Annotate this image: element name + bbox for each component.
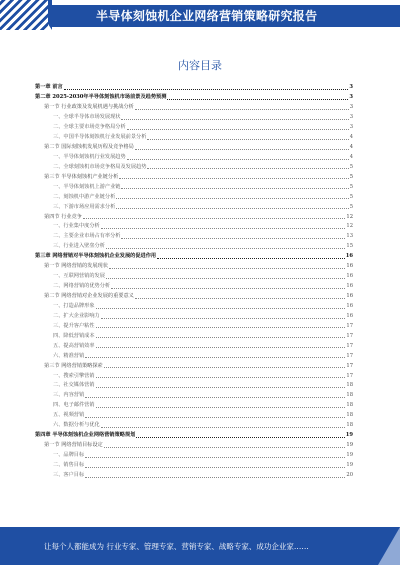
toc-entry-page: 17 xyxy=(346,372,353,379)
toc-leader-dots xyxy=(85,466,345,468)
toc-entry[interactable] xyxy=(35,143,353,153)
toc-entry-label: 一、半导体刻蚀机行业发展趋势 xyxy=(53,153,126,160)
toc-entry[interactable] xyxy=(35,93,353,103)
toc-leader-dots xyxy=(136,436,344,438)
toc-entry-label: 一、行业集中度分析 xyxy=(53,223,100,230)
toc-leader-dots xyxy=(85,396,345,398)
toc-entry-label: 二、全球刻蚀机市场竞争格局及发展趋势 xyxy=(53,163,147,170)
toc-leader-dots xyxy=(157,257,345,259)
toc-entry[interactable] xyxy=(35,361,353,371)
toc-entry[interactable] xyxy=(35,262,353,272)
toc-entry-page: 12 xyxy=(346,223,353,230)
toc-entry-label: 三、提升客户粘性 xyxy=(53,322,95,329)
toc-entry-page: 4 xyxy=(349,153,353,160)
toc-entry-label: 一、搜索引擎营销 xyxy=(53,372,95,379)
toc-entry-page: 18 xyxy=(346,402,353,409)
toc-entry-label: 一、品牌目标 xyxy=(53,452,85,459)
toc-entry[interactable] xyxy=(35,461,353,471)
toc-leader-dots xyxy=(121,187,348,189)
toc-entry-page: 18 xyxy=(346,382,353,389)
toc-entry-page: 16 xyxy=(346,273,353,280)
toc-leader-dots xyxy=(101,227,346,229)
toc-entry-page: 3 xyxy=(349,94,353,101)
header-stripes xyxy=(0,0,48,30)
toc-leader-dots xyxy=(96,346,346,348)
toc-entry[interactable] xyxy=(35,421,353,431)
toc-entry-page: 17 xyxy=(346,352,353,359)
toc-leader-dots xyxy=(127,128,349,130)
toc-leader-dots xyxy=(167,98,348,100)
toc-leader-dots xyxy=(109,267,345,269)
toc-entry[interactable] xyxy=(35,202,353,212)
toc-entry-page: 12 xyxy=(346,213,353,220)
toc-entry-page: 5 xyxy=(349,173,353,180)
toc-entry[interactable] xyxy=(35,123,353,133)
toc-entry-label: 二、主要企业市场占有率分析 xyxy=(53,233,121,240)
toc-entry-page: 19 xyxy=(346,452,353,459)
toc-entry[interactable] xyxy=(35,391,353,401)
toc-entry-label: 第一章 前言 xyxy=(35,84,63,91)
toc-entry-page: 5 xyxy=(349,203,353,210)
toc-leader-dots xyxy=(85,456,345,458)
toc-entry-page: 19 xyxy=(345,432,353,439)
toc-entry[interactable] xyxy=(35,103,353,113)
toc-entry[interactable] xyxy=(35,153,353,163)
toc-entry[interactable] xyxy=(35,113,353,123)
toc-entry[interactable] xyxy=(35,371,353,381)
toc-entry-page: 17 xyxy=(346,342,353,349)
toc-entry[interactable] xyxy=(35,182,353,192)
toc-entry-page: 19 xyxy=(346,442,353,449)
toc-entry-page: 16 xyxy=(346,283,353,290)
toc-entry-page: 19 xyxy=(346,461,353,468)
toc-entry[interactable] xyxy=(35,163,353,173)
toc-leader-dots xyxy=(83,217,345,219)
toc-entry[interactable] xyxy=(35,322,353,332)
footer-corner xyxy=(378,527,400,565)
toc-entry-page: 16 xyxy=(346,293,353,300)
toc-leader-dots xyxy=(101,317,346,319)
toc-entry[interactable] xyxy=(35,381,353,391)
toc-entry-label: 一、打造品牌形象 xyxy=(53,302,95,309)
toc-entry[interactable] xyxy=(35,331,353,341)
toc-entry-label: 四、电子邮件营销 xyxy=(53,402,95,409)
toc-leader-dots xyxy=(85,356,345,358)
toc-entry-label: 二、网络营销的优势分析 xyxy=(53,283,111,290)
toc-entry-label: 第一节 网络营销的发展现状 xyxy=(44,263,108,270)
toc-leader-dots xyxy=(96,386,346,388)
toc-leader-dots xyxy=(116,197,348,199)
toc-entry[interactable] xyxy=(35,312,353,322)
toc-entry-label: 第三节 网络营销策略探索 xyxy=(44,362,103,369)
toc-leader-dots xyxy=(135,148,349,150)
toc-entry[interactable] xyxy=(35,411,353,421)
toc-leader-dots xyxy=(135,297,346,299)
toc-entry[interactable] xyxy=(35,242,353,252)
toc-leader-dots xyxy=(96,326,346,328)
toc-entry[interactable] xyxy=(35,252,353,262)
toc-entry-page: 3 xyxy=(349,104,353,111)
toc-entry-page: 16 xyxy=(346,263,353,270)
toc-leader-dots xyxy=(127,158,349,160)
toc-entry[interactable] xyxy=(35,212,353,222)
toc-heading: 内容目录 xyxy=(178,59,222,72)
toc-entry-label: 一、半导体刻蚀机上游产业链 xyxy=(53,183,121,190)
toc-entry[interactable] xyxy=(35,292,353,302)
table-of-contents xyxy=(35,83,353,481)
toc-leader-dots xyxy=(96,336,346,338)
toc-entry[interactable] xyxy=(35,232,353,242)
toc-entry-page: 16 xyxy=(345,253,353,260)
toc-leader-dots xyxy=(116,207,348,209)
toc-entry-label: 三、下游市场应用需求分析 xyxy=(53,203,116,210)
toc-leader-dots xyxy=(85,476,345,478)
toc-leader-dots xyxy=(64,88,349,90)
toc-entry[interactable] xyxy=(35,431,353,441)
toc-leader-dots xyxy=(121,118,348,120)
toc-entry-page: 15 xyxy=(346,243,353,250)
toc-entry-label: 五、视频营销 xyxy=(53,412,85,419)
toc-entry[interactable] xyxy=(35,341,353,351)
toc-entry-label: 二、销售目标 xyxy=(53,461,85,468)
toc-entry-page: 5 xyxy=(349,183,353,190)
toc-entry-label: 第二章 2025-2030年半导体刻蚀机市场前景及趋势预测 xyxy=(35,94,167,101)
toc-entry[interactable] xyxy=(35,83,353,93)
toc-entry-page: 16 xyxy=(346,312,353,319)
toc-entry-label: 一、全球半导体市场发展现状 xyxy=(53,114,121,121)
toc-entry[interactable] xyxy=(35,222,353,232)
toc-entry-label: 第四章 半导体刻蚀机企业网络营销策略规划 xyxy=(35,432,136,439)
toc-entry[interactable] xyxy=(35,401,353,411)
page-footer xyxy=(0,527,400,565)
toc-leader-dots xyxy=(119,177,348,179)
toc-entry[interactable] xyxy=(35,282,353,292)
toc-entry-label: 第二节 网络营销对企业发展的重要意义 xyxy=(44,293,134,300)
toc-entry-label: 第三节 半导体刻蚀机产业链分析 xyxy=(44,173,119,180)
toc-entry-label: 二、扩大企业影响力 xyxy=(53,312,100,319)
toc-leader-dots xyxy=(135,108,349,110)
toc-entry[interactable] xyxy=(35,451,353,461)
toc-entry-page: 16 xyxy=(346,302,353,309)
toc-entry-page: 3 xyxy=(349,84,353,91)
toc-leader-dots xyxy=(104,366,346,368)
toc-entry-label: 三、中国半导体刻蚀机行业发展前景分析 xyxy=(53,134,147,141)
toc-entry-page: 17 xyxy=(346,362,353,369)
toc-entry[interactable] xyxy=(35,302,353,312)
report-header xyxy=(0,0,400,30)
footer-slogan: 让每个人都能成为 行业专家、管理专家、营销专家、战略专家、成功企业家…… xyxy=(44,542,309,551)
report-title: 半导体刻蚀机企业网络营销策略研究报告 xyxy=(96,9,318,23)
toc-entry-label: 一、互联网营销的发展 xyxy=(53,273,105,280)
toc-entry-label: 第三章 网络营销对半导体刻蚀机企业发展的促进作用 xyxy=(35,253,157,260)
toc-entry-page: 4 xyxy=(349,143,353,150)
toc-entry-page: 5 xyxy=(349,193,353,200)
toc-entry-page: 20 xyxy=(346,471,353,478)
toc-entry-page: 17 xyxy=(346,332,353,339)
toc-leader-dots xyxy=(96,376,346,378)
toc-leader-dots xyxy=(104,446,346,448)
toc-leader-dots xyxy=(96,307,346,309)
toc-entry-page: 13 xyxy=(346,233,353,240)
toc-entry-page: 4 xyxy=(349,134,353,141)
toc-entry-label: 第一节 网络营销目标设定 xyxy=(44,442,103,449)
toc-entry[interactable] xyxy=(35,441,353,451)
toc-entry-page: 18 xyxy=(346,422,353,429)
toc-entry-label: 六、精准营销 xyxy=(53,352,85,359)
toc-leader-dots xyxy=(101,426,346,428)
toc-entry[interactable] xyxy=(35,272,353,282)
toc-leader-dots xyxy=(96,406,346,408)
toc-entry-label: 二、刻蚀机中游产业链分析 xyxy=(53,193,116,200)
toc-entry[interactable] xyxy=(35,471,353,481)
toc-entry-label: 第二节 国际刻蚀机发展历程及竞争格局 xyxy=(44,143,134,150)
toc-entry-label: 二、全球主要市场竞争格局分析 xyxy=(53,124,126,131)
toc-leader-dots xyxy=(85,416,345,418)
toc-entry[interactable] xyxy=(35,192,353,202)
toc-entry-page: 3 xyxy=(349,124,353,131)
toc-entry[interactable] xyxy=(35,172,353,182)
toc-entry-label: 五、提高营销效率 xyxy=(53,342,95,349)
toc-entry-page: 18 xyxy=(346,412,353,419)
toc-entry-label: 三、内容营销 xyxy=(53,392,85,399)
toc-entry[interactable] xyxy=(35,133,353,143)
toc-entry-label: 三、客户目标 xyxy=(53,471,85,478)
toc-leader-dots xyxy=(106,247,346,249)
toc-entry-label: 三、行业进入壁垒分析 xyxy=(53,243,105,250)
toc-entry-page: 3 xyxy=(349,114,353,121)
toc-entry-label: 四、降低营销成本 xyxy=(53,332,95,339)
toc-leader-dots xyxy=(147,167,348,169)
toc-entry-page: 5 xyxy=(349,163,353,170)
toc-entry-label: 六、数据分析与优化 xyxy=(53,422,100,429)
toc-leader-dots xyxy=(147,138,348,140)
toc-leader-dots xyxy=(111,287,345,289)
toc-entry-label: 第四节 行业竞争 xyxy=(44,213,82,220)
toc-entry-page: 18 xyxy=(346,392,353,399)
toc-entry-label: 第一节 行业政策及发展机遇与挑战分析 xyxy=(44,104,134,111)
toc-entry-page: 17 xyxy=(346,322,353,329)
toc-entry[interactable] xyxy=(35,351,353,361)
toc-leader-dots xyxy=(106,277,346,279)
toc-leader-dots xyxy=(121,237,345,239)
toc-entry-label: 二、社交媒体营销 xyxy=(53,382,95,389)
